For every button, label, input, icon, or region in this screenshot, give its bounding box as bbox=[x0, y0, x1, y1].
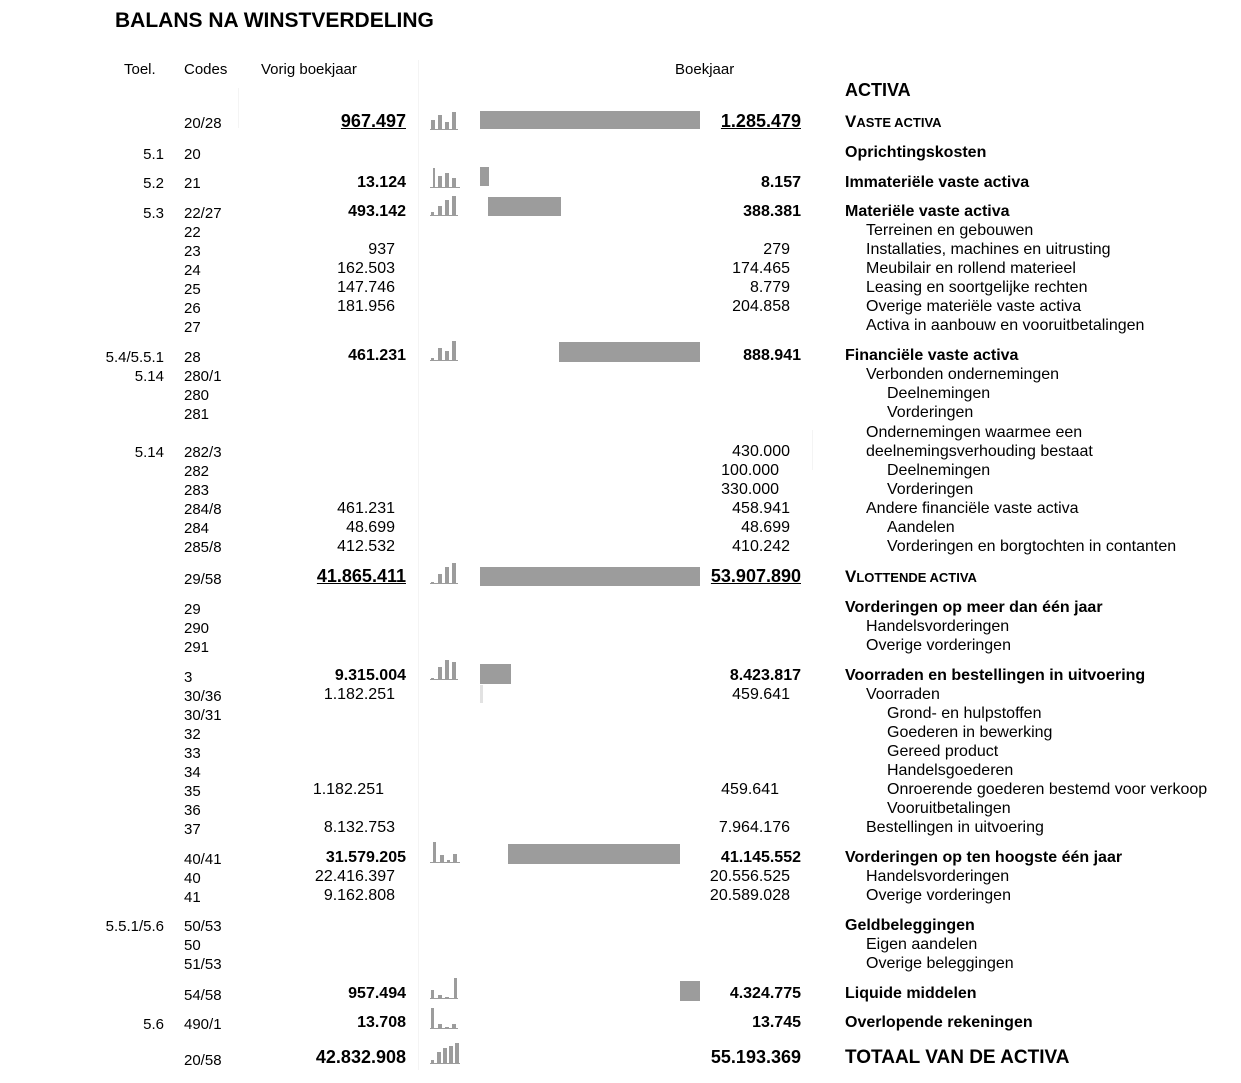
row-code: 32 bbox=[184, 726, 201, 743]
sparkline-icon bbox=[430, 339, 462, 361]
row-label: Andere financiële vaste activa bbox=[866, 500, 1079, 517]
row-code: 285/8 bbox=[184, 539, 222, 556]
row-label: Materiële vaste activa bbox=[845, 203, 1010, 220]
row-code: 20/28 bbox=[184, 115, 222, 132]
row-label: Handelsvorderingen bbox=[866, 618, 1010, 635]
row-label: Financiële vaste activa bbox=[845, 347, 1019, 364]
row-prev-value: 1.182.251 bbox=[323, 686, 395, 703]
sparkline-icon bbox=[430, 166, 462, 188]
row-prev-value: 48.699 bbox=[346, 519, 395, 536]
row-code: 29/58 bbox=[184, 571, 222, 588]
row-code: 37 bbox=[184, 821, 201, 838]
row-code: 24 bbox=[184, 262, 201, 279]
bar-voorraden-sub bbox=[480, 685, 483, 703]
row-code: 40/41 bbox=[184, 851, 222, 868]
row-prev-value: 9.315.004 bbox=[334, 667, 406, 684]
row-code: 282 bbox=[184, 463, 210, 480]
row-toel: 5.6 bbox=[143, 1016, 164, 1033]
row-prev-value: 42.832.908 bbox=[315, 1047, 406, 1067]
row-cur-value: 20.556.525 bbox=[709, 868, 790, 885]
row-label: Overlopende rekeningen bbox=[845, 1014, 1033, 1031]
label-rest: LOTTENDE ACTIVA bbox=[856, 570, 977, 585]
bar-liquide bbox=[680, 981, 700, 1001]
column-guide bbox=[238, 88, 239, 128]
label-rest: ASTE ACTIVA bbox=[856, 115, 942, 130]
row-code: 284 bbox=[184, 520, 210, 537]
row-prev-value: 31.579.205 bbox=[325, 849, 406, 866]
row-cur-value: 4.324.775 bbox=[729, 985, 801, 1002]
row-cur-value: 8.157 bbox=[760, 174, 801, 191]
header-cur: Boekjaar bbox=[675, 61, 735, 78]
row-label: Goederen in bewerking bbox=[887, 724, 1053, 741]
row-cur-value: 8.423.817 bbox=[729, 667, 801, 684]
row-code: 20/58 bbox=[184, 1052, 222, 1069]
row-label: Grond- en hulpstoffen bbox=[887, 705, 1042, 722]
row-label: Deelnemingen bbox=[887, 462, 991, 479]
row-cur-value: 410.242 bbox=[732, 538, 790, 555]
row-label: Activa in aanbouw en vooruitbetalingen bbox=[866, 317, 1145, 334]
row-code: 50 bbox=[184, 937, 201, 954]
row-cur-value: 13.745 bbox=[752, 1014, 801, 1031]
row-cur-value: 204.858 bbox=[732, 298, 790, 315]
row-label: Terreinen en gebouwen bbox=[866, 222, 1034, 239]
row-code: 20 bbox=[184, 146, 201, 163]
row-toel: 5.14 bbox=[134, 444, 164, 461]
row-cur-value: 459.641 bbox=[732, 686, 790, 703]
row-toel: 5.4/5.5.1 bbox=[105, 349, 164, 366]
row-label: Geldbeleggingen bbox=[845, 917, 975, 934]
row-code: 29 bbox=[184, 601, 201, 618]
row-code: 283 bbox=[184, 482, 210, 499]
row-cur-value: 55.193.369 bbox=[710, 1047, 801, 1067]
row-label: Gereed product bbox=[887, 743, 999, 760]
row-cur-value: 458.941 bbox=[732, 500, 790, 517]
row-label: Aandelen bbox=[887, 519, 955, 536]
row-label: Ondernemingen waarmee een bbox=[866, 424, 1083, 441]
row-code: 3 bbox=[184, 669, 193, 686]
row-code: 51/53 bbox=[184, 956, 222, 973]
bar-vord-ten bbox=[508, 844, 680, 864]
total-label: TOTAAL VAN DE ACTIVA bbox=[845, 1047, 1070, 1068]
row-label: Overige beleggingen bbox=[866, 955, 1014, 972]
row-label: deelnemingsverhouding bestaat bbox=[866, 443, 1093, 460]
row-code: 23 bbox=[184, 243, 201, 260]
row-label: Immateriële vaste activa bbox=[845, 174, 1030, 191]
row-label: Vorderingen op ten hoogste één jaar bbox=[845, 849, 1123, 866]
sparkline-icon bbox=[430, 108, 462, 130]
row-code: 30/36 bbox=[184, 688, 222, 705]
row-code: 28 bbox=[184, 349, 201, 366]
row-cur-value: 1.285.479 bbox=[720, 111, 801, 131]
row-label: Oprichtingskosten bbox=[845, 144, 987, 161]
row-toel: 5.1 bbox=[143, 146, 164, 163]
row-label: Handelsgoederen bbox=[887, 762, 1014, 779]
section-heading: ACTIVA bbox=[845, 80, 911, 100]
row-cur-value: 100.000 bbox=[721, 462, 779, 479]
row-code: 34 bbox=[184, 764, 201, 781]
row-label: Deelnemingen bbox=[887, 385, 991, 402]
row-cur-value: 459.641 bbox=[721, 781, 779, 798]
row-label bbox=[845, 567, 977, 587]
row-label: Voorraden bbox=[866, 686, 940, 703]
row-cur-value: 7.964.176 bbox=[718, 819, 790, 836]
row-label: Leasing en soortgelijke rechten bbox=[866, 279, 1088, 296]
row-label: Overige materiële vaste activa bbox=[866, 298, 1082, 315]
row-label bbox=[845, 112, 942, 132]
sparkline-icon bbox=[430, 562, 462, 584]
row-label: Vorderingen bbox=[887, 404, 974, 421]
row-code: 41 bbox=[184, 889, 201, 906]
bar-financieel bbox=[559, 342, 700, 362]
row-cur-value: 279 bbox=[763, 241, 790, 258]
sparkline-icon bbox=[430, 658, 462, 680]
row-code: 22 bbox=[184, 224, 201, 241]
row-prev-value: 461.231 bbox=[337, 500, 395, 517]
header-toel: Toel. bbox=[124, 61, 156, 78]
row-cur-value: 174.465 bbox=[732, 260, 790, 277]
row-label: Verbonden ondernemingen bbox=[866, 366, 1060, 383]
row-prev-value: 22.416.397 bbox=[314, 868, 395, 885]
column-guide bbox=[812, 430, 813, 470]
header-codes: Codes bbox=[184, 61, 228, 78]
row-code: 33 bbox=[184, 745, 201, 762]
row-code: 280 bbox=[184, 387, 210, 404]
row-label: Bestellingen in uitvoering bbox=[866, 819, 1044, 836]
row-label: Onroerende goederen bestemd voor verkoop bbox=[887, 781, 1208, 798]
row-label: Handelsvorderingen bbox=[866, 868, 1010, 885]
row-prev-value: 937 bbox=[368, 241, 395, 258]
row-code: 22/27 bbox=[184, 205, 222, 222]
row-prev-value: 162.503 bbox=[337, 260, 395, 277]
label-initial: V bbox=[845, 567, 857, 586]
row-toel: 5.2 bbox=[143, 175, 164, 192]
row-code: 30/31 bbox=[184, 707, 222, 724]
bar-materieel bbox=[488, 197, 561, 216]
row-code: 25 bbox=[184, 281, 201, 298]
row-code: 282/3 bbox=[184, 444, 222, 461]
row-label: Vorderingen bbox=[887, 481, 974, 498]
row-code: 27 bbox=[184, 319, 201, 336]
row-prev-value: 8.132.753 bbox=[323, 819, 395, 836]
row-toel: 5.5.1/5.6 bbox=[105, 918, 164, 935]
row-code: 290 bbox=[184, 620, 210, 637]
column-guide bbox=[418, 60, 419, 1070]
row-label: Vorderingen en borgtochten in contanten bbox=[887, 538, 1177, 555]
row-code: 291 bbox=[184, 639, 210, 656]
sparkline-icon bbox=[430, 1042, 462, 1064]
row-cur-value: 888.941 bbox=[743, 347, 801, 364]
header-prev: Vorig boekjaar bbox=[261, 61, 357, 78]
row-label: Vooruitbetalingen bbox=[887, 800, 1011, 817]
row-prev-value: 181.956 bbox=[337, 298, 395, 315]
row-prev-value: 493.142 bbox=[348, 203, 406, 220]
row-code: 21 bbox=[184, 175, 201, 192]
label-initial: V bbox=[845, 112, 857, 131]
row-prev-value: 41.865.411 bbox=[316, 566, 406, 586]
row-code: 54/58 bbox=[184, 987, 222, 1004]
row-label: Overige vorderingen bbox=[866, 637, 1011, 654]
bar-voorraden bbox=[480, 664, 511, 684]
row-label: Liquide middelen bbox=[845, 985, 977, 1002]
row-code: 280/1 bbox=[184, 368, 222, 385]
row-cur-value: 48.699 bbox=[741, 519, 790, 536]
row-label: Meubilair en rollend materieel bbox=[866, 260, 1076, 277]
row-label: Overige vorderingen bbox=[866, 887, 1011, 904]
row-prev-value: 461.231 bbox=[348, 347, 406, 364]
row-code: 490/1 bbox=[184, 1016, 222, 1033]
row-prev-value: 9.162.808 bbox=[323, 887, 395, 904]
row-code: 281 bbox=[184, 406, 210, 423]
row-label: Vorderingen op meer dan één jaar bbox=[845, 599, 1103, 616]
bar-vlottend bbox=[480, 567, 700, 586]
row-code: 36 bbox=[184, 802, 201, 819]
sparkline-icon bbox=[430, 194, 462, 216]
row-cur-value: 41.145.552 bbox=[720, 849, 801, 866]
bar-immaterieel bbox=[480, 167, 489, 186]
row-code: 26 bbox=[184, 300, 201, 317]
row-label: Voorraden en bestellingen in uitvoering bbox=[845, 667, 1146, 684]
bar-vaste bbox=[480, 111, 700, 129]
row-prev-value: 13.124 bbox=[357, 174, 406, 191]
row-toel: 5.14 bbox=[134, 368, 164, 385]
row-prev-value: 957.494 bbox=[348, 985, 406, 1002]
page-title: BALANS NA WINSTVERDELING bbox=[115, 9, 434, 32]
row-cur-value: 8.779 bbox=[749, 279, 790, 296]
sparkline-icon bbox=[430, 841, 462, 863]
row-prev-value: 147.746 bbox=[337, 279, 395, 296]
row-label: Eigen aandelen bbox=[866, 936, 978, 953]
row-toel: 5.3 bbox=[143, 205, 164, 222]
row-prev-value: 967.497 bbox=[340, 111, 406, 131]
sparkline-icon bbox=[430, 1007, 462, 1029]
row-code: 284/8 bbox=[184, 501, 222, 518]
row-cur-value: 330.000 bbox=[721, 481, 779, 498]
row-prev-value: 412.532 bbox=[337, 538, 395, 555]
row-cur-value: 430.000 bbox=[732, 443, 790, 460]
row-code: 40 bbox=[184, 870, 201, 887]
row-cur-value: 20.589.028 bbox=[709, 887, 790, 904]
row-code: 35 bbox=[184, 783, 201, 800]
row-cur-value: 388.381 bbox=[743, 203, 801, 220]
row-label: Installaties, machines en uitrusting bbox=[866, 241, 1111, 258]
row-prev-value: 13.708 bbox=[357, 1014, 406, 1031]
row-prev-value: 1.182.251 bbox=[312, 781, 384, 798]
row-code: 50/53 bbox=[184, 918, 222, 935]
sparkline-icon bbox=[430, 977, 462, 999]
row-cur-value: 53.907.890 bbox=[710, 566, 801, 586]
